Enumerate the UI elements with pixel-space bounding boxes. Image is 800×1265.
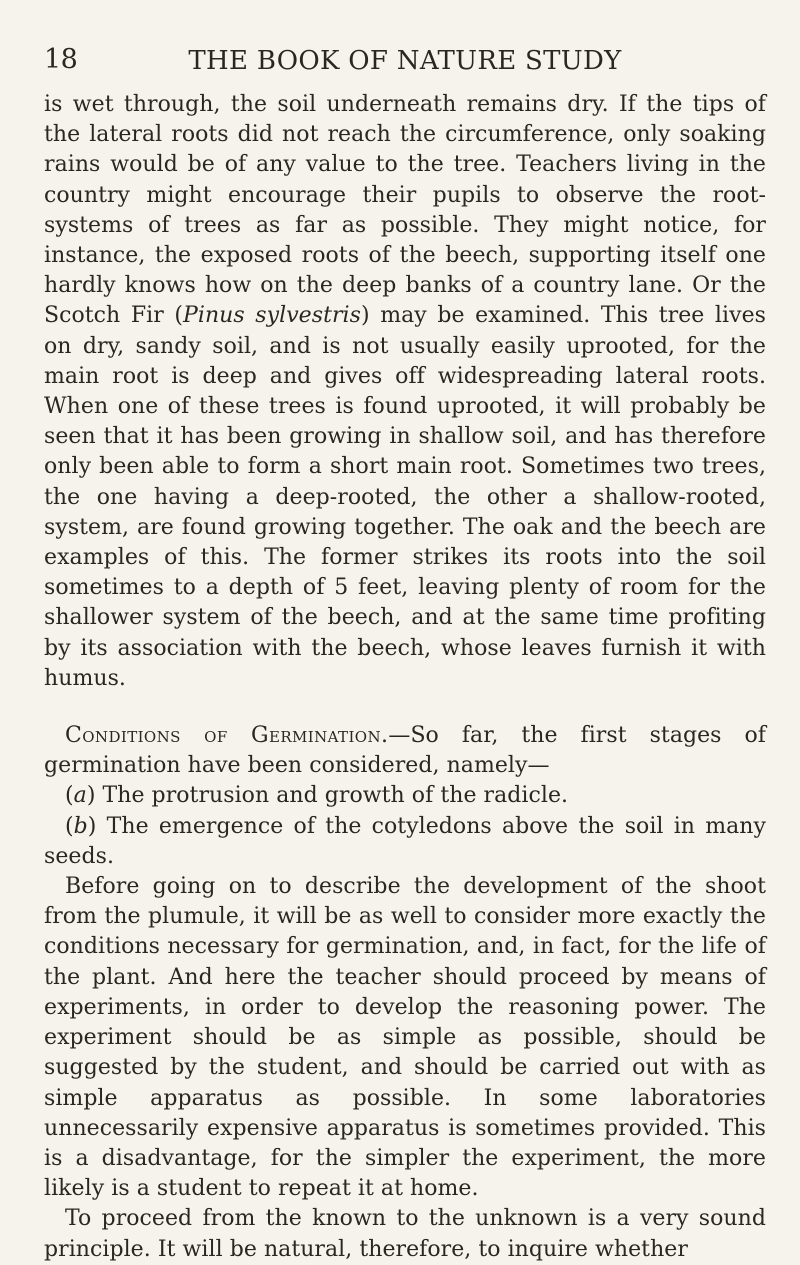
paragraph-text: is wet through, the soil underneath remains dry. If the tips of the lateral roots did not reach the circumference, only soaking rains would be of any value to the tree. Teachers living in the country might encourage their pupils to observe the root-systems of trees as far as possible. They might notice, for instance, the exposed roots of the beech, supporting itself one hardly knows how on the deep banks of a country lane. Or the Scotch Fir ( [44, 92, 766, 329]
paragraph-text: Before going on to describe the development of the shoot from the plumule, it will be as well to consider more exactly the conditions necessary for germination, and, in fact, for the life of the plant. And here the teacher should proceed by means of experiments, in order to develop the reasoning power. The experiment should be as simple as possible, should be suggested by the student, and should be carried out with as simple apparatus as possible. In some laboratories unnecessarily expensive apparatus is sometimes provided. This is a disadvantage, for the simpler the experiment, the more likely is a student to repeat it at home. [44, 874, 766, 1202]
paragraph-root-systems [44, 90, 766, 694]
paragraph-text: ) may be examined. This tree lives on dry, sandy soil, and is not usually easily uprooted, for the main root is deep and gives off widespreading lateral roots. When one of these trees is found uprooted, it will probably be seen that it has been growing in shallow soil, and has therefore only been able to form a short main root. Sometimes two trees, the one having a deep-rooted, the other a shallow-rooted, system, are found growing together. The oak and the beech are examples of this. The former strikes its roots into the soil sometimes to a depth of 5 feet, leaving plenty of room for the shallower system of the beech, and at the same time profiting by its association with the beech, whose leaves furnish it with humus. [44, 303, 766, 691]
section-heading: Conditions of Germination. [65, 723, 389, 749]
paragraph-experiments [44, 872, 766, 1204]
running-title: THE BOOK OF NATURE STUDY [188, 46, 622, 76]
page-number: 18 [44, 44, 78, 75]
list-item-a: (a) The protrusion and growth of the radicle. [65, 783, 569, 809]
body-text [44, 90, 766, 1265]
page-header [44, 44, 766, 90]
list-item-label: a [73, 783, 87, 809]
paragraph-text: To proceed from the known to the unknown is a very sound principle. It will be natural, therefore, to inquire whether [44, 1206, 766, 1262]
list-item-text: The protrusion and growth of the radicle. [102, 783, 569, 809]
paragraph-text: —So far, the first stages of germination have been considered, namely— [44, 723, 766, 779]
latin-name: Pinus sylvestris [183, 303, 361, 329]
list-item-label: b [73, 813, 88, 839]
paragraph-known-to-unknown [44, 1204, 766, 1264]
paragraph-conditions-of-germination [44, 721, 766, 781]
list-item-b: (b) The emergence of the cotyledons above the soil in many seeds. [44, 813, 766, 869]
list-item-text: The emergence of the cotyledons above the soil in many seeds. [44, 813, 766, 869]
